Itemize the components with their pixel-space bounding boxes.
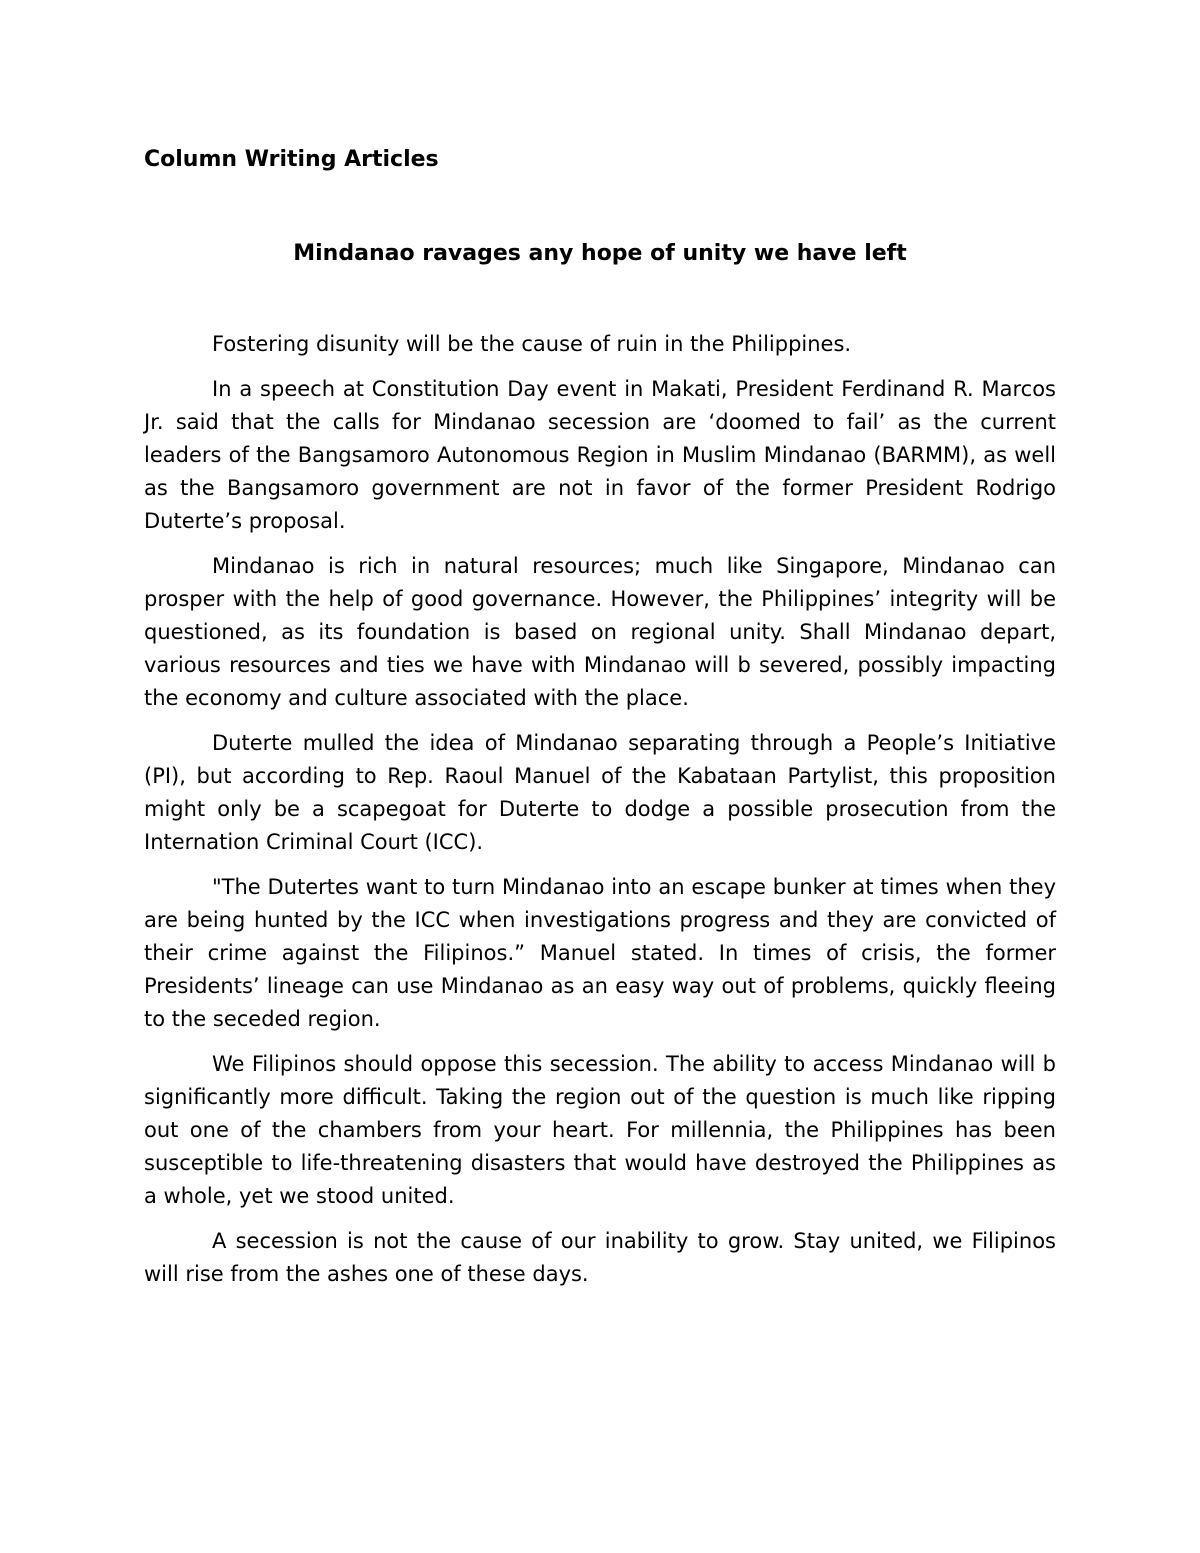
paragraph: Mindanao is rich in natural resources; much like Singapore, Mindanao can prosper with the help of good governance. However, the Philippines’ integrity will be questioned, as its foundation is based on regional unity. Shall Mindanao depart, various resources and ties we have with Mindanao will b severed, possibly impacting the economy and culture associated with the place. [144,554,1056,710]
paragraph: In a speech at Constitution Day event in Makati, President Ferdinand R. Marcos Jr. said that the calls for Mindanao secession are ‘doomed to fail’ as the current leaders of the Bangsamoro Autonomous Region in Muslim Mindanao (BARMM), as well as the Bangsamoro government are not in favor of the former President Rodrigo Duterte’s proposal. [144,377,1056,533]
paragraph: Fostering disunity will be the cause of ruin in the Philippines. [212,332,852,356]
paragraph: Duterte mulled the idea of Mindanao separating through a People’s Initiative (PI), but according to Rep. Raoul Manuel of the Kabataan Partylist, this proposition might only be a scapegoat for Duterte to dodge a possible prosecution from the Internation Criminal Court (ICC). [144,731,1056,854]
article-title: Mindanao ravages any hope of unity we have left [293,241,907,266]
article-body [144,328,1056,1291]
paragraph: We Filipinos should oppose this secession. The ability to access Mindanao will b significantly more difficult. Taking the region out of the question is much like ripping out one of the chambers from your heart. For millennia, the Philippines has been susceptible to life-threatening disasters that would have destroyed the Philippines as a whole, yet we stood united. [144,1052,1056,1208]
paragraph: "The Dutertes want to turn Mindanao into an escape bunker at times when they are being hunted by the ICC when investigations progress and they are convicted of their crime against the Filipinos.” Manuel stated. In times of crisis, the former Presidents’ lineage can use Mindanao as an easy way out of problems, quickly fleeing to the seceded region. [144,875,1056,1031]
document-content [144,140,1056,1291]
paragraph: A secession is not the cause of our inability to grow. Stay united, we Filipinos will rise from the ashes one of these days. [144,1229,1056,1286]
document-label: Column Writing Articles [144,147,439,172]
